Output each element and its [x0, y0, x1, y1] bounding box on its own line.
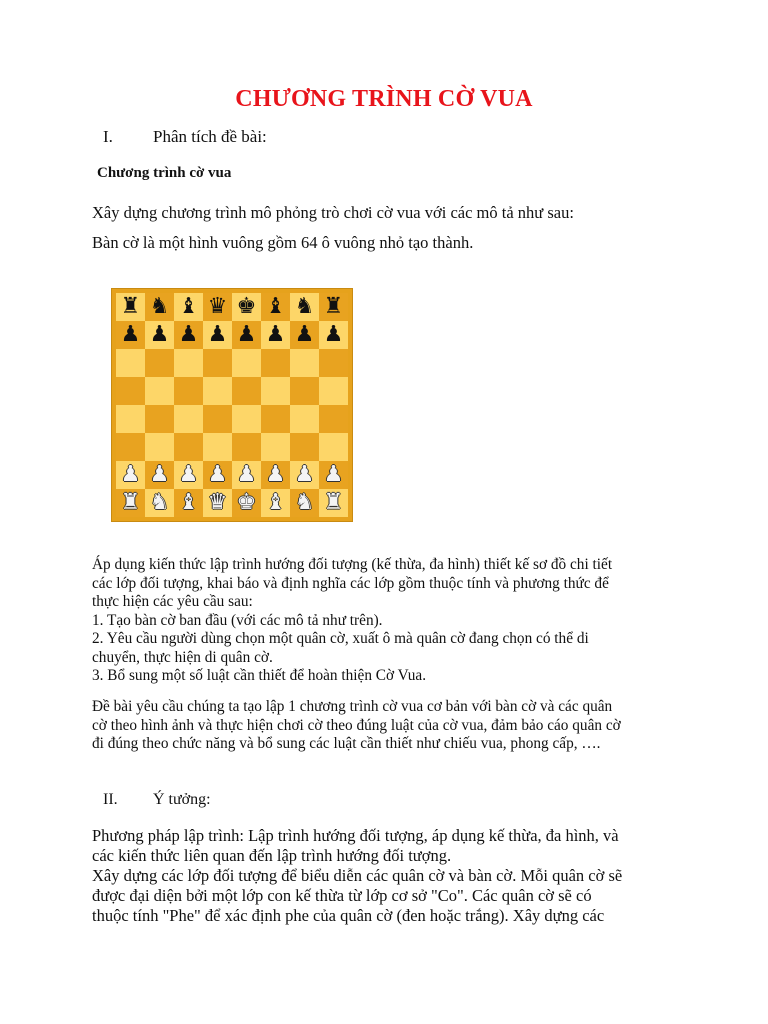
- board-square: [116, 489, 145, 517]
- list-item: 1. Tạo bàn cờ ban đầu (với các mô tả như trên).: [92, 611, 383, 629]
- board-square: [145, 405, 174, 433]
- list-item: 3. Bổ sung một số luật cần thiết để hoàn thiện Cờ Vua.: [92, 667, 427, 684]
- chess-board: [116, 293, 348, 517]
- board-square: [203, 461, 232, 489]
- board-square: [145, 349, 174, 377]
- board-square: [232, 349, 261, 377]
- subheading: Chương trình cờ vua: [97, 165, 232, 181]
- paragraph-line: Xây dựng các lớp đối tượng để biểu diễn các quân cờ và bàn cờ. Mỗi quân cờ sẽ: [92, 866, 623, 885]
- black-bishop-icon: ♝: [178, 294, 199, 319]
- black-pawn-icon: ♟: [178, 322, 199, 347]
- white-rook-icon: ♜: [323, 490, 344, 515]
- white-pawn-icon: ♟: [294, 462, 315, 487]
- idea-paragraph: [92, 826, 682, 926]
- board-square: [261, 433, 290, 461]
- board-square: [232, 321, 261, 349]
- board-square: [232, 461, 261, 489]
- black-queen-icon: ♛: [207, 294, 228, 319]
- board-square: [145, 433, 174, 461]
- board-square: [116, 321, 145, 349]
- board-square: [261, 377, 290, 405]
- board-square: [116, 461, 145, 489]
- paragraph-line: đi đúng theo chức năng và bổ sung các luật cần thiết như chiếu vua, phong cấp, ….: [92, 735, 601, 752]
- white-queen-icon: ♛: [207, 490, 228, 515]
- white-king-icon: ♚: [236, 490, 257, 515]
- black-king-icon: ♚: [236, 294, 257, 319]
- summary-paragraph: [92, 698, 682, 754]
- board-square: [145, 293, 174, 321]
- board-square: [174, 405, 203, 433]
- board-square: [232, 293, 261, 321]
- black-pawn-icon: ♟: [207, 322, 228, 347]
- board-square: [290, 349, 319, 377]
- chess-board-figure: [111, 288, 353, 522]
- white-pawn-icon: ♟: [323, 462, 344, 487]
- white-bishop-icon: ♝: [265, 490, 286, 515]
- black-pawn-icon: ♟: [236, 322, 257, 347]
- board-square: [116, 293, 145, 321]
- white-bishop-icon: ♝: [178, 490, 199, 515]
- board-square: [174, 349, 203, 377]
- board-square: [319, 489, 348, 517]
- white-pawn-icon: ♟: [120, 462, 141, 487]
- board-square: [290, 321, 319, 349]
- white-knight-icon: ♞: [294, 490, 315, 515]
- board-square: [319, 433, 348, 461]
- board-square: [174, 489, 203, 517]
- board-square: [145, 321, 174, 349]
- paragraph-line: cờ theo hình ảnh và thực hiện chơi cờ theo đúng luật của cờ vua, đảm bảo cáo quân cờ: [92, 716, 621, 734]
- board-square: [319, 405, 348, 433]
- black-rook-icon: ♜: [120, 294, 141, 319]
- board-square: [203, 321, 232, 349]
- requirements-paragraph: [92, 556, 682, 686]
- white-pawn-icon: ♟: [236, 462, 257, 487]
- black-bishop-icon: ♝: [265, 294, 286, 319]
- list-item: 2. Yêu cầu người dùng chọn một quân cờ, xuất ô mà quân cờ đang chọn có thể di: [92, 630, 589, 647]
- section-number: II.: [103, 791, 118, 808]
- page-title: CHƯƠNG TRÌNH CỜ VUA: [235, 86, 533, 112]
- board-square: [261, 405, 290, 433]
- board-square: [290, 433, 319, 461]
- board-square: [319, 321, 348, 349]
- board-square: [203, 433, 232, 461]
- black-rook-icon: ♜: [323, 294, 344, 319]
- paragraph-line: được đại diện bởi một lớp con kế thừa từ lớp cơ sở "Co". Các quân cờ sẽ có: [92, 886, 592, 905]
- board-square: [174, 377, 203, 405]
- board-square: [232, 489, 261, 517]
- board-square: [203, 293, 232, 321]
- board-square: [319, 293, 348, 321]
- board-square: [203, 405, 232, 433]
- board-square: [145, 377, 174, 405]
- black-knight-icon: ♞: [149, 294, 170, 319]
- board-square: [232, 377, 261, 405]
- board-square: [290, 377, 319, 405]
- paragraph-line: thuộc tính "Phe" để xác định phe của quân cờ (đen hoặc trắng). Xây dựng các: [92, 906, 605, 925]
- black-pawn-icon: ♟: [294, 322, 315, 347]
- board-square: [145, 489, 174, 517]
- board-square: [261, 461, 290, 489]
- white-pawn-icon: ♟: [207, 462, 228, 487]
- white-pawn-icon: ♟: [178, 462, 199, 487]
- white-pawn-icon: ♟: [265, 462, 286, 487]
- black-pawn-icon: ♟: [323, 322, 344, 347]
- board-square: [203, 489, 232, 517]
- black-pawn-icon: ♟: [149, 322, 170, 347]
- board-square: [290, 293, 319, 321]
- paragraph-line: chuyển, thực hiện di quân cờ.: [92, 648, 273, 666]
- board-square: [145, 461, 174, 489]
- paragraph-line: Phương pháp lập trình: Lập trình hướng đối tượng, áp dụng kế thừa, đa hình, và: [92, 826, 619, 845]
- board-square: [116, 405, 145, 433]
- board-square: [116, 349, 145, 377]
- black-pawn-icon: ♟: [265, 322, 286, 347]
- board-square: [261, 293, 290, 321]
- white-knight-icon: ♞: [149, 490, 170, 515]
- section-label: Phân tích đề bài:: [153, 127, 267, 146]
- board-square: [116, 377, 145, 405]
- paragraph-line: các kiến thức liên quan đến lập trình hướng đối tượng.: [92, 846, 452, 865]
- board-square: [319, 377, 348, 405]
- paragraph-line: thực hiện các yêu cầu sau:: [92, 593, 253, 610]
- board-square: [174, 433, 203, 461]
- black-knight-icon: ♞: [294, 294, 315, 319]
- white-pawn-icon: ♟: [149, 462, 170, 487]
- board-square: [290, 461, 319, 489]
- board-square: [174, 321, 203, 349]
- board-square: [261, 349, 290, 377]
- board-square: [290, 489, 319, 517]
- board-square: [319, 461, 348, 489]
- paragraph-line: Đề bài yêu cầu chúng ta tạo lập 1 chương trình cờ vua cơ bản với bàn cờ và các quân: [92, 698, 613, 715]
- board-square: [116, 433, 145, 461]
- section-heading-idea: [103, 791, 211, 809]
- board-square: [174, 461, 203, 489]
- board-square: [174, 293, 203, 321]
- board-square: [232, 433, 261, 461]
- black-pawn-icon: ♟: [120, 322, 141, 347]
- white-rook-icon: ♜: [120, 490, 141, 515]
- board-square: [319, 349, 348, 377]
- section-heading-analysis: [103, 127, 267, 147]
- board-square: [290, 405, 319, 433]
- section-number: I.: [103, 127, 113, 146]
- board-square: [261, 321, 290, 349]
- board-square: [203, 377, 232, 405]
- section-label: Ý tưởng:: [153, 791, 211, 808]
- board-square: [203, 349, 232, 377]
- board-square: [261, 489, 290, 517]
- board-square: [232, 405, 261, 433]
- paragraph-line: Áp dụng kiến thức lập trình hướng đối tượng (kế thừa, đa hình) thiết kế sơ đồ chi tiết: [92, 556, 613, 573]
- intro-line-1: Xây dựng chương trình mô phỏng trò chơi cờ vua với các mô tả như sau:: [92, 203, 574, 222]
- paragraph-line: các lớp đối tượng, khai báo và định nghĩa các lớp gồm thuộc tính và phương thức để: [92, 574, 609, 592]
- intro-line-2: Bàn cờ là một hình vuông gồm 64 ô vuông nhỏ tạo thành.: [92, 233, 474, 252]
